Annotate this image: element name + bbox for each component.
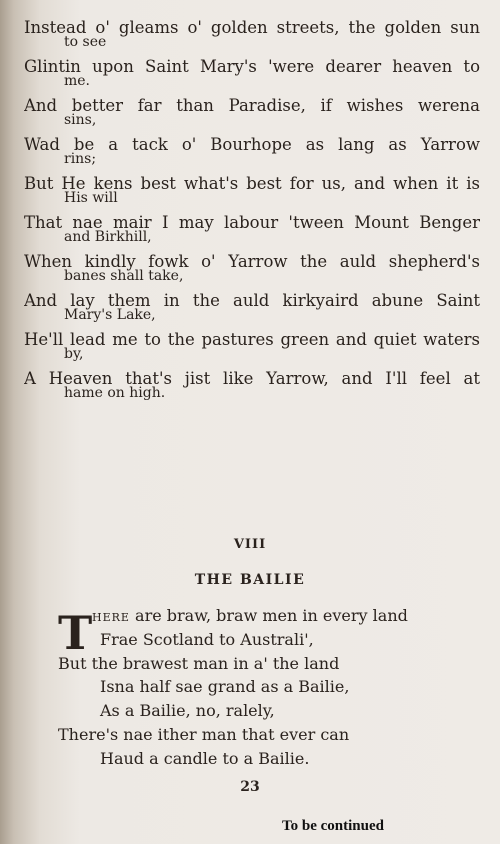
poem-line (58, 604, 478, 628)
poem-line-continuation: His will (64, 190, 118, 206)
poem-stanza (24, 16, 480, 406)
poem-line-continuation: by, (64, 346, 84, 362)
poem-the-bailie (58, 604, 478, 771)
page-number: 23 (240, 779, 260, 795)
poem-line: But the brawest man in a' the land (58, 653, 340, 673)
poem-line: Wad be a tack o' Bourhope as lang as Yarrow (24, 135, 480, 154)
poem-line: Glintin upon Saint Mary's 'were dearer heaven to (24, 57, 480, 76)
poem-line-continuation: hame on high. (64, 385, 166, 401)
poem-line: A Heaven that's jist like Yarrow, and I'll feel at (24, 369, 480, 388)
poem-line: And better far than Paradise, if wishes werena (24, 96, 480, 115)
poem-line-continuation: sins, (64, 112, 97, 128)
poem-line-continuation: me. (64, 73, 91, 89)
poem-line: And lay them in the auld kirkyaird abune Saint (24, 291, 480, 310)
poem-line: There's nae ither man that ever can (58, 724, 350, 744)
poem-line-continuation: and Birkhill, (64, 229, 152, 245)
first-word-smallcaps: here (92, 606, 130, 625)
section-title: THE BAILIE (194, 572, 306, 588)
poem-line-continuation: Mary's Lake, (64, 307, 156, 323)
poem-line: Frae Scotland to Australi', (100, 629, 314, 649)
poem-line: But He kens best what's best for us, and when it is (24, 174, 480, 193)
continued-note: To be continued (282, 818, 384, 834)
first-line-rest: are braw, braw men in every land (129, 606, 408, 625)
poem-line-continuation: banes shall take, (64, 268, 184, 284)
section-number: VIII (233, 537, 267, 552)
poem-line: Haud a candle to a Bailie. (100, 748, 310, 768)
poem-line: He'll lead me to the pastures green and quiet waters (24, 330, 480, 349)
drop-cap: T (58, 606, 93, 660)
poem-line: As a Bailie, no, ralely, (100, 701, 275, 721)
poem-line-continuation: rins; (64, 151, 97, 167)
poem-line: Isna half sae grand as a Bailie, (100, 677, 350, 697)
poem-line: Instead o' gleams o' golden streets, the golden sun (24, 18, 480, 37)
poem-line: That nae mair I may labour 'tween Mount Benger (24, 213, 480, 232)
poem-line-continuation: to see (64, 34, 107, 50)
poem-line: When kindly fowk o' Yarrow the auld shepherd's (24, 252, 480, 271)
